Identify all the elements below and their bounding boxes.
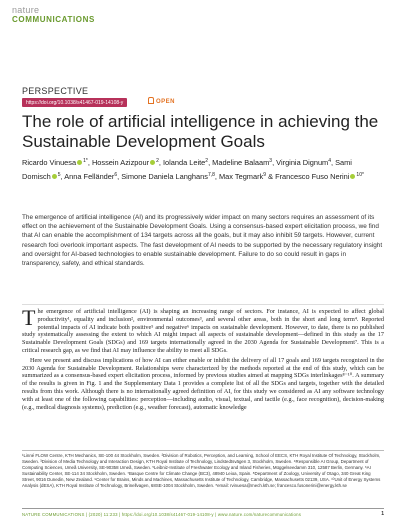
orcid-icon[interactable] (52, 174, 57, 179)
paragraph-2: Here we present and discuss implications of how AI can either enable or inhibit the delivery of all 17 goals and 169 targets recognized in the 2030 Agenda for Sustainable Development. Relationships were characterized by the methods reported at the end of this study, which can be summarized as a consensus-based expert elicitation process, informed by previous studies aimed at mapping SDGs interlinkages⁸⁻¹⁰. A summary of the results is given in Fig. 1 and the Supplementary Data 1 provides a complete list of all the SDGs and targets, together with the detailed results from this work. Although there is no internationally agreed definition of AI, for this study we considered as AI any software technology with at least one of the following capabilities: perception—including audio, visual, textual, and tactile (e.g., face recognition), decision-making (e.g., medical diagnosis systems), prediction (e.g., weather forecast), automatic knowledge (22, 356, 384, 411)
open-access-label: OPEN (156, 99, 176, 105)
paragraph-1 (22, 305, 384, 355)
article-type: PERSPECTIVE (22, 86, 89, 96)
author-separator: , (272, 158, 277, 167)
doi-link[interactable]: https://doi.org/10.1038/s41467-019-14108-y (22, 98, 127, 107)
author-name: Simone Daniela Langhans (121, 172, 208, 181)
author-separator: , (214, 172, 220, 181)
drop-cap: T (22, 305, 36, 330)
author-separator: , (60, 172, 65, 181)
author-affiliation-marker: 1* (83, 158, 88, 164)
author-separator: , (87, 158, 92, 167)
author-list (22, 155, 382, 183)
author-name: Madeline Balaam (212, 158, 270, 167)
author-separator: & (266, 172, 276, 181)
author-separator: , (117, 172, 122, 181)
author-separator: , (158, 158, 163, 167)
affiliations-divider (22, 450, 384, 451)
abstract: The emergence of artificial intelligence (AI) and its progressively wider impact on many sectors requires an assessment of its effect on the achievement of the Sustainable Development Goals. Using a consensus-based expert elicitation process, we find that AI can enable the accomplishment of 134 targets across all the goals, but it may also inhibit 59 targets. However, current research foci overlook important aspects. The fast development of AI needs to be supported by the necessary regulatory insight and oversight for AI-based technologies to enable sustainable development. Failure to do so could result in gaps in transparency, safety, and ethical standards. (22, 214, 383, 268)
author-affiliation-marker: 2 (156, 158, 159, 164)
author-affiliation-marker: 10* (356, 172, 364, 178)
orcid-icon[interactable] (77, 160, 82, 165)
journal-logo-top: nature (12, 5, 40, 15)
author-affiliation-marker: 3 (269, 158, 273, 164)
affiliations: ¹Linné FLOW Centre, KTH Mechanics, SE-100 44 Stockholm, Sweden. ²Division of Robotics, Perception, and Learning, School of EECS, KTH Royal Institute Of Technology, Stockholm, Sweden. ³Division of Media Technology and Interaction Design, KTH Royal Institute of Technology, Lindstedtsvägen 3, Stockholm, Sweden. ⁴Responsible AI Group, Department of Computing Sciences, Umeå University, SE-90358 Umeå, Sweden. ⁵Leibniz-Institute of Freshwater Ecology and Inland Fisheries, Müggelseedamm 310, 12587 Berlin, Germany. ⁶AI Sustainability Center, SE-114 34 Stockholm, Sweden. ⁷Basque Centre for Climate Change (BC3), 48940 Leioa, Spain. ⁸Department of Zoology, University of Otago, 340 Great King Street, 9016 Dunedin, New Zealand. ⁹Center for Brains, Minds and Machines, Massachusetts Institute of Technology, Cambridge, Massachusetts 02139, USA. ¹⁰Unit of Energy Systems Analysis (dESA), KTH Royal Institute of Technology, Brinellvagen, 68SE-1004 Stockholm, Sweden. *email: rvinuesa@mech.kth.se; francesco.fusonerini@energy.kth.se (22, 453, 381, 489)
author-name: Iolanda Leite (162, 158, 206, 167)
paragraph-1-text: he emergence of artificial intelligence (AI) is shaping an increasing range of sectors. For instance, AI is expected to affect global productivity¹, equality and inclusion², environmental outcomes³, and several other areas, both in the short and long term⁴. Reported potential impacts of AI indicate both positive⁵ and negative⁶ impacts on sustainable development. However, to date, there is no published study systematically assessing the extent to which AI might impact all aspects of sustainable development—defined in this study as the 17 Sustainable Development Goals (SDGs) and 169 targets internationally agreed in the 2030 Agenda for Sustainable Development⁷. This is a critical research gap, as we find that AI may influence the ability to meet all SDGs. (22, 308, 384, 354)
open-lock-icon (148, 97, 154, 104)
open-access-badge (148, 97, 175, 105)
author-affiliation-marker: 9 (263, 172, 267, 178)
page-number: 1 (381, 511, 384, 517)
footer-divider (22, 508, 384, 509)
journal-logo (12, 6, 95, 24)
journal-logo-bottom: COMMUNICATIONS (12, 15, 95, 24)
author-name: Virginia Dignum (276, 158, 329, 167)
main-text (22, 305, 384, 413)
author-name: Ricardo Vinuesa (22, 158, 77, 167)
author-affiliation-marker: 2 (205, 158, 209, 164)
author-affiliation-marker: 5 (57, 172, 61, 178)
author-affiliation-marker: 6 (114, 172, 118, 178)
author-name: Hossein Azizpour (91, 158, 150, 167)
author-affiliation-marker: 4 (328, 158, 331, 164)
orcid-icon[interactable] (350, 174, 355, 179)
divider (22, 304, 384, 305)
author-name: Sami Domisch (22, 158, 352, 181)
footer-citation: NATURE COMMUNICATIONS | (2020) 11:233 | https://doi.org/10.1038/s41467-019-14108-y | www.nature.com/naturecommunications (22, 512, 302, 517)
author-name: Anna Felländer (64, 172, 115, 181)
orcid-icon[interactable] (150, 160, 155, 165)
author-affiliation-marker: 7,8 (207, 172, 215, 178)
article-title: The role of artificial intelligence in achieving the Sustainable Development Goals (22, 112, 379, 151)
author-separator: , (208, 158, 213, 167)
author-name: Max Tegmark (219, 172, 264, 181)
author-separator: , (331, 158, 336, 167)
author-name: Francesco Fuso Nerini (275, 172, 350, 181)
